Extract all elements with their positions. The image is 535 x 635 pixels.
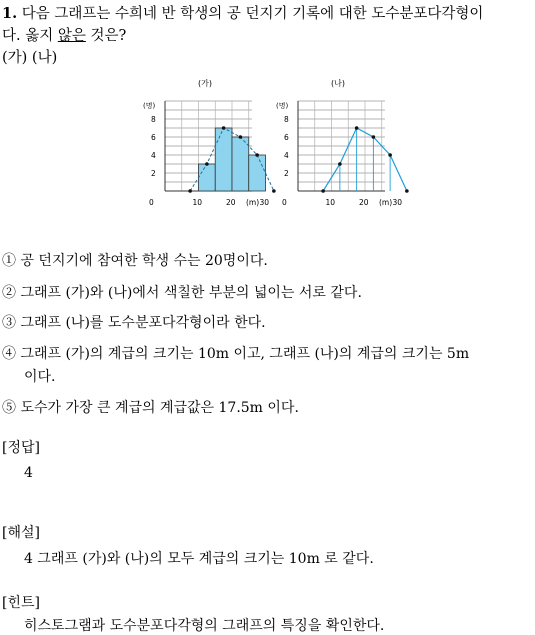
chart-left: [143, 78, 276, 207]
y-tick-label: 4: [151, 151, 156, 160]
y-tick-label: 6: [151, 133, 156, 142]
option-5: [2, 397, 299, 417]
option-text: 공 던지기에 참여한 학생 수는 20명이다.: [20, 253, 268, 269]
x-tick-label: 0: [282, 198, 287, 207]
y-tick-label: 6: [284, 133, 289, 142]
x-tick-label: 20: [226, 198, 236, 207]
option-mark: ①: [2, 253, 16, 269]
option-mark: ②: [2, 285, 16, 301]
option-mark: ⑤: [2, 400, 16, 416]
data-point: [321, 189, 325, 193]
chart-title: (나): [331, 79, 345, 88]
data-point: [405, 189, 409, 193]
y-tick-label: 2: [151, 169, 156, 178]
option-text: 도수가 가장 큰 계급의 계급값은 17.5m 이다.: [20, 400, 299, 416]
hint-text: 히스토그램과 도수분포다각형의 그래프의 특징을 확인한다.: [24, 618, 385, 634]
data-point: [205, 162, 209, 166]
data-point: [222, 126, 226, 130]
data-point: [355, 126, 359, 130]
option-4-continuation: 이다.: [24, 369, 56, 385]
answer-value: 4: [24, 465, 33, 481]
y-tick-label: 4: [284, 151, 289, 160]
histogram-bar: [249, 155, 266, 191]
x-tick-label: 30: [259, 198, 270, 207]
data-point: [188, 189, 192, 193]
x-tick-label: 0: [149, 198, 154, 207]
y-unit-label: (명): [276, 102, 289, 110]
x-tick-label: 30: [392, 198, 403, 207]
x-unit-label: (m): [246, 198, 260, 207]
data-point: [388, 153, 392, 157]
question-text-1: 다음 그래프는 수희네 반 학생의 공 던지기 기록에 대한 도수분포다각형이: [21, 6, 484, 22]
option-2: [2, 282, 362, 302]
x-tick-label: 20: [359, 198, 369, 207]
option-text: 그래프 (나)를 도수분포다각형이라 한다.: [20, 315, 266, 331]
question-text-2b: 것은?: [85, 28, 127, 44]
graph-labels-line: (가) (나): [2, 50, 58, 66]
data-point: [338, 162, 342, 166]
data-point: [272, 189, 276, 193]
option-4: [2, 343, 469, 363]
x-tick-label: 10: [192, 198, 203, 207]
option-3: [2, 312, 266, 332]
x-unit-label: (m): [379, 198, 393, 207]
y-tick-label: 2: [284, 169, 289, 178]
option-mark: ③: [2, 315, 16, 331]
data-point: [239, 135, 243, 139]
x-tick-label: 10: [325, 198, 336, 207]
underlined-word: 않은: [57, 28, 86, 44]
option-text: 그래프 (가)와 (나)에서 색칠한 부분의 넓이는 서로 같다.: [20, 285, 362, 301]
histogram-bar: [215, 128, 232, 191]
explanation-heading: [해설]: [2, 525, 40, 541]
answer-heading: [정답]: [2, 440, 40, 456]
option-1: [2, 250, 268, 270]
option-text: 그래프 (가)의 계급의 크기는 10m 이고, 그래프 (나)의 계급의 크기는 5m: [20, 346, 470, 362]
hint-heading: [힌트]: [2, 595, 40, 611]
data-point: [372, 135, 376, 139]
option-mark: ④: [2, 346, 16, 362]
histogram-bar: [232, 137, 249, 191]
explanation-text: 4 그래프 (가)와 (나)의 모두 계급의 크기는 10m 로 같다.: [24, 551, 374, 567]
question-number: 1.: [2, 5, 18, 22]
y-tick-label: 8: [151, 115, 156, 124]
y-unit-label: (명): [143, 102, 156, 110]
data-point: [255, 153, 259, 157]
y-tick-label: 8: [284, 115, 289, 124]
chart-right: [276, 78, 409, 207]
histogram-bar: [199, 164, 216, 191]
question-text-2a: 다. 옳지: [2, 28, 58, 44]
chart-title: (가): [198, 79, 212, 88]
